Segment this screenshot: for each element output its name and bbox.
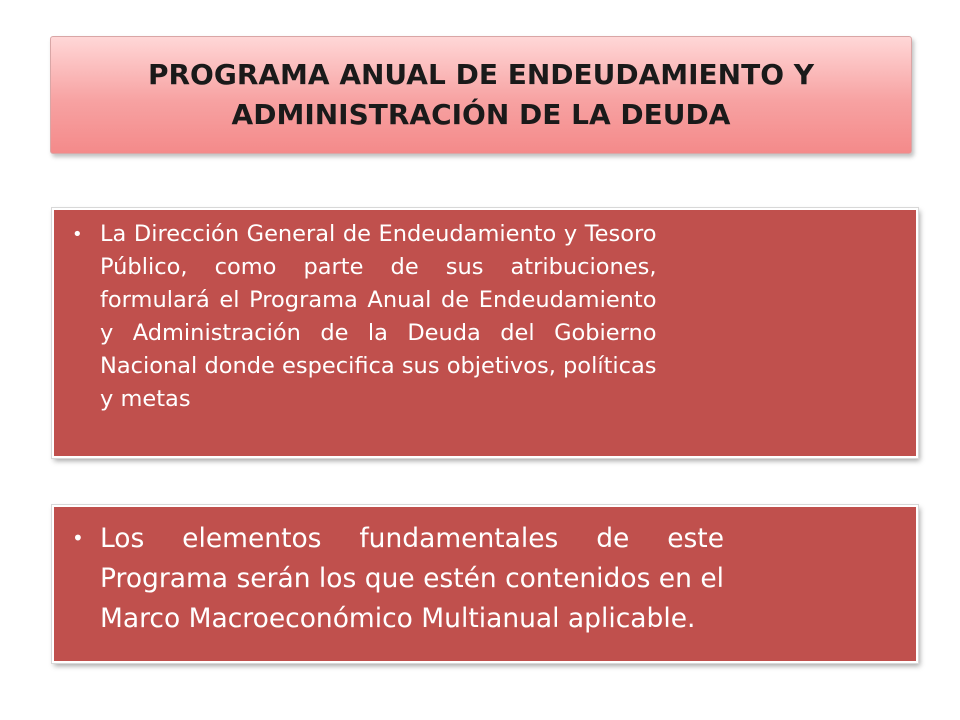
text-line: y Administración de la Deuda del Gobierno (100, 320, 657, 346)
bullet-text-1 (100, 218, 657, 416)
slide-title (148, 55, 814, 135)
text-line: Programa serán los que estén contenidos en el (100, 563, 724, 594)
text-line: Los elementos fundamentales de este (100, 523, 724, 554)
content-panel-2 (52, 505, 918, 663)
text-line: Marco Macroeconómico Multianual aplicable. (100, 603, 696, 634)
title-line-2: ADMINISTRACIÓN DE LA DEUDA (231, 98, 731, 131)
bullet-icon: • (72, 224, 83, 245)
text-line: y metas (100, 386, 191, 412)
content-panel-1 (52, 208, 918, 458)
title-line-1: PROGRAMA ANUAL DE ENDEUDAMIENTO Y (147, 58, 815, 91)
bullet-item-2 (72, 519, 906, 639)
text-line: formulará el Programa Anual de Endeudamiento (100, 287, 657, 313)
text-line: Público, como parte de sus atribuciones, (100, 254, 657, 280)
bullet-icon: • (72, 526, 84, 550)
title-box (50, 36, 912, 154)
text-line: La Dirección General de Endeudamiento y Tesoro (100, 221, 657, 247)
bullet-item-1 (72, 218, 906, 416)
bullet-text-2 (100, 519, 724, 639)
text-line: Nacional donde especifica sus objetivos, políticas (100, 353, 657, 379)
